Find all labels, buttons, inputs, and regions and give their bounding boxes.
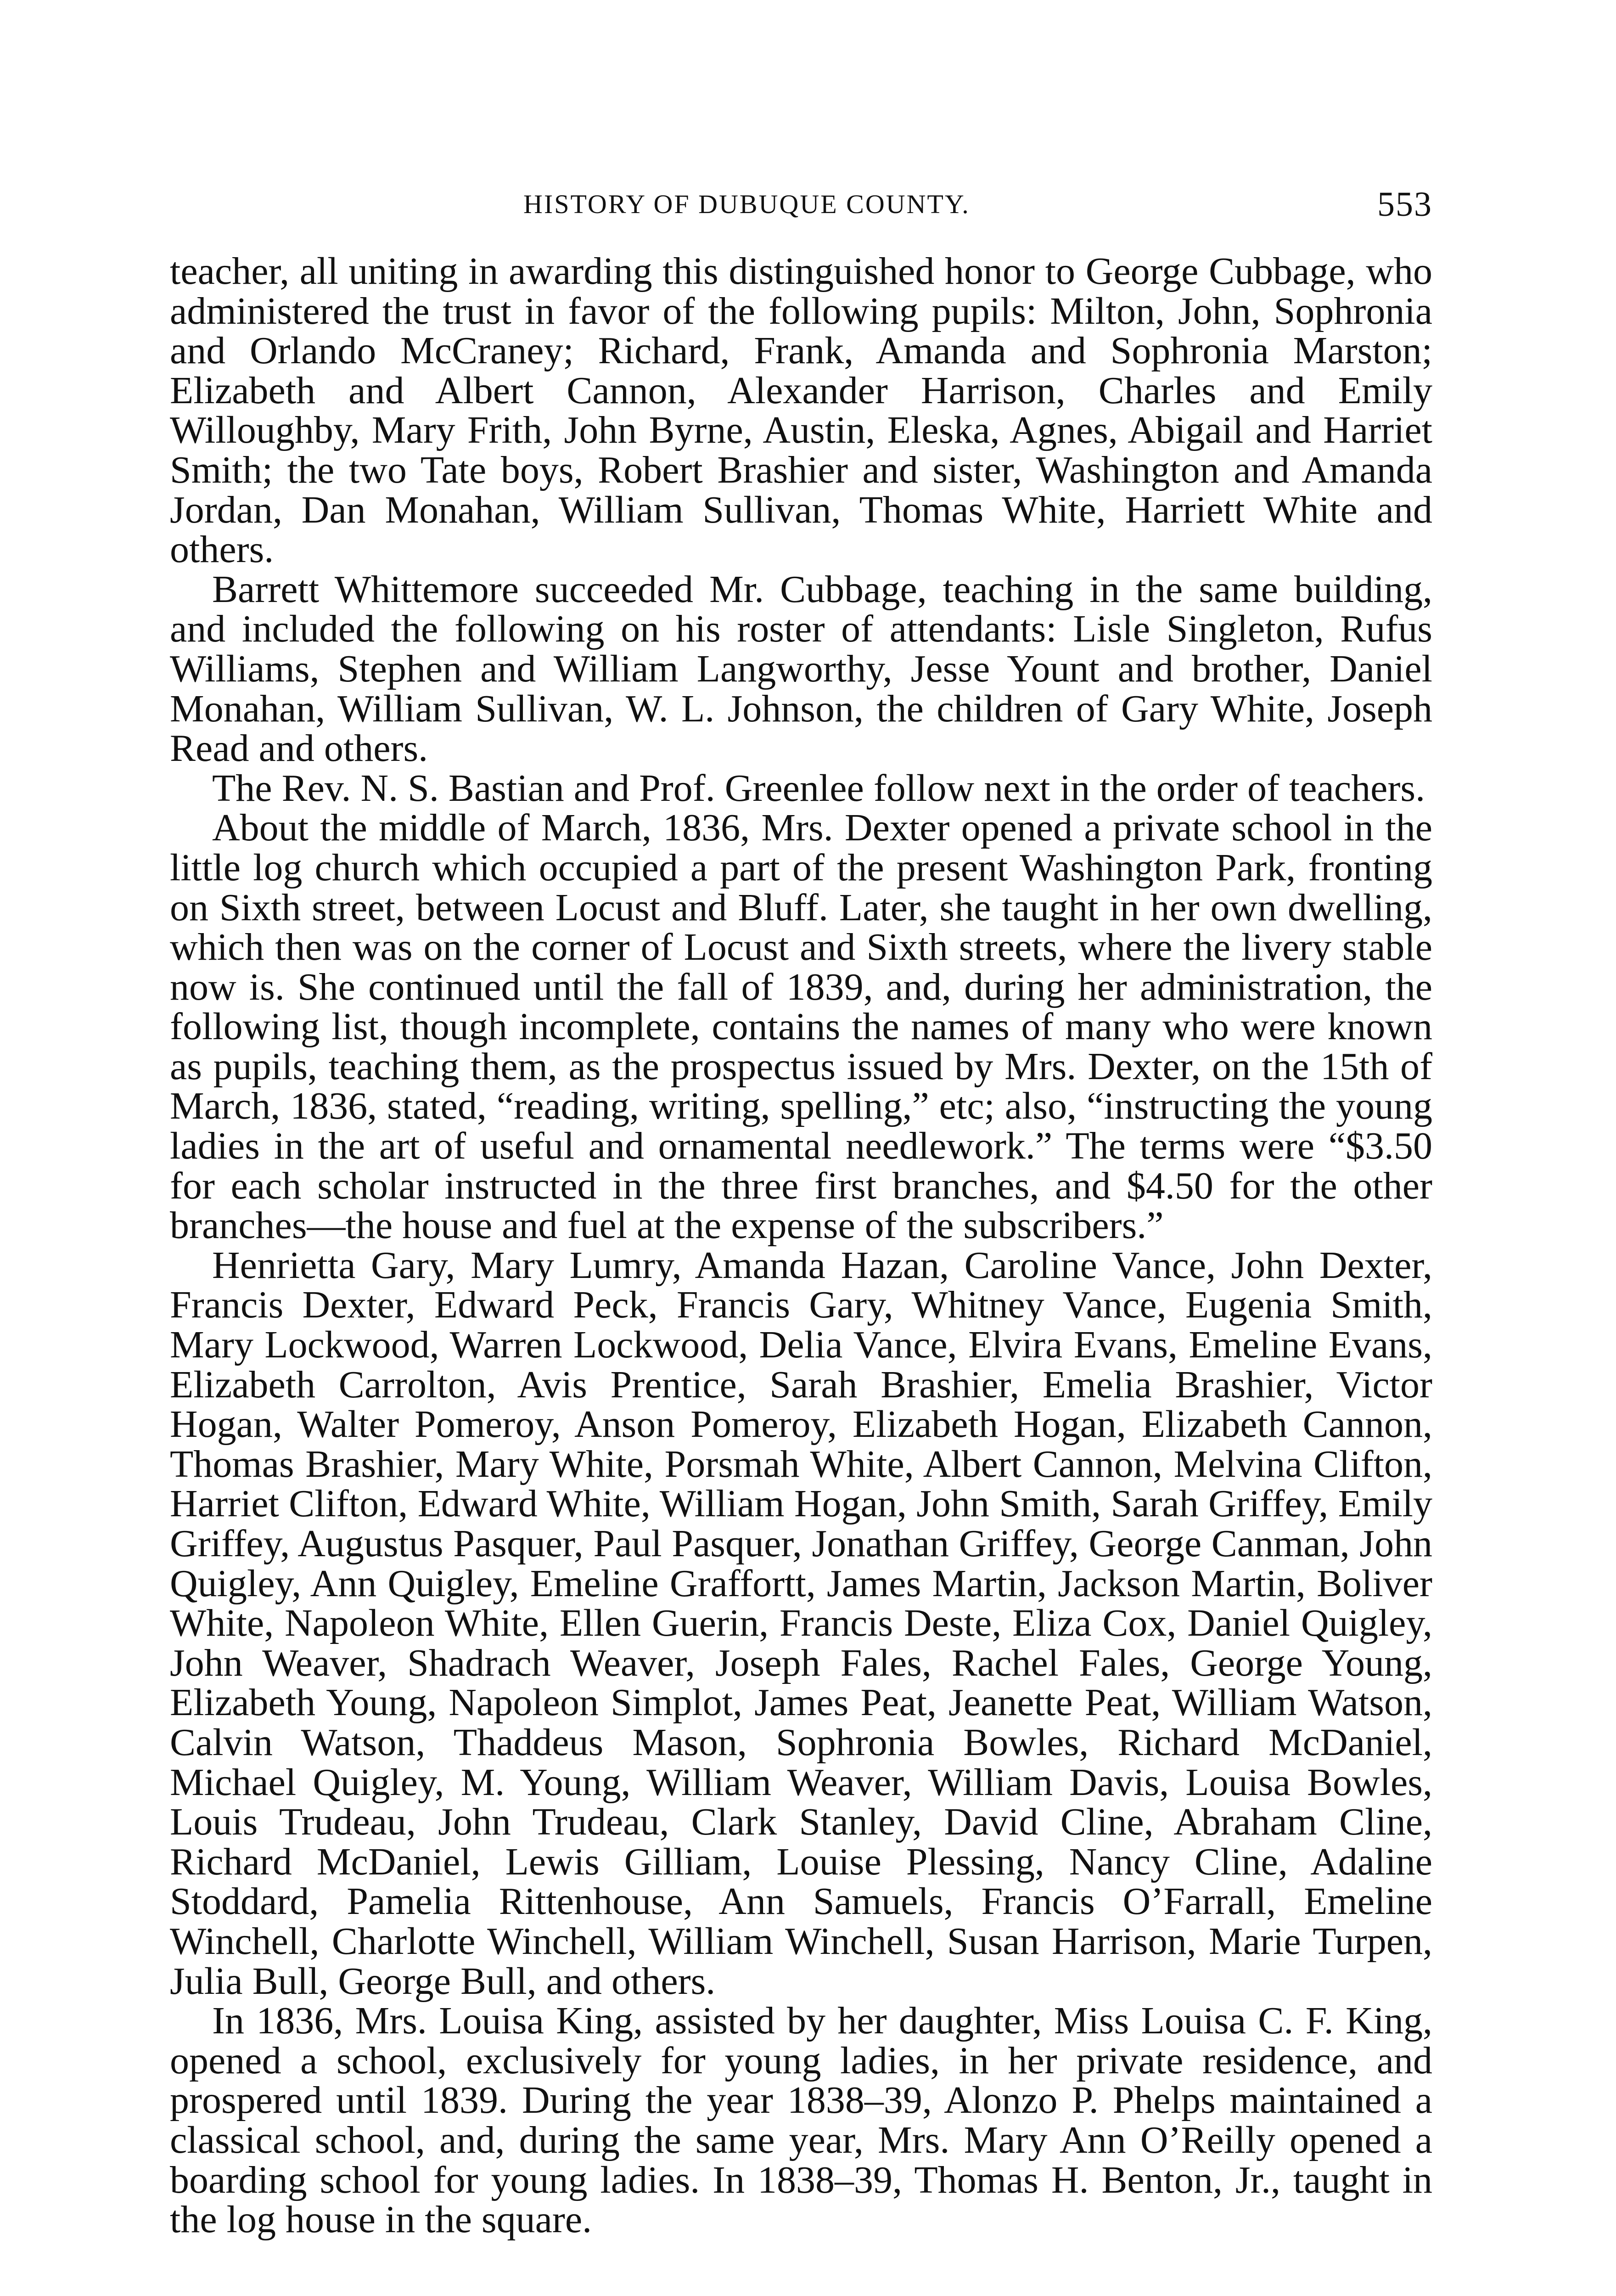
paragraph-bastian: The Rev. N. S. Bastian and Prof. Greenlee follow next in the order of teachers.	[212, 766, 1425, 810]
running-header	[500, 181, 1432, 227]
running-title: HISTORY OF DUBUQUE COUNTY.	[523, 189, 970, 219]
paragraph-dexter-school: About the middle of March, 1836, Mrs. Dexter opened a private school in the little log church which occupied a part of the present Washington Park, fronting on Sixth street, between Locust and Bluff. Later, she taught in her own dwelling, which then was on the corner of Locust and Sixth streets, where the livery stable now is. She continued until the fall of 1839, and, during her administration, the following list, though incomplete, contains the names of many who were known as pupils, teaching them, as the prospectus issued by Mrs. Dexter, on the 15th of March, 1836, stated, “reading, writing, spelling,” etc; also, “instructing the young ladies in the art of useful and ornamental needlework.” The terms were “$3.50 for each scholar instructed in the three first branches, and $4.50 for the other branches—the house and fuel at the expense of the subscribers.”	[170, 806, 1432, 1247]
paragraph-king-school: In 1836, Mrs. Louisa King, assisted by her daughter, Miss Louisa C. F. King, opened a school, exclusively for young ladies, in her private residence, and prospered until 1839. During the year 1838–39, Alonzo P. Phelps maintained a classical school, and, during the same year, Mrs. Mary Ann O’Reilly opened a boarding school for young ladies. In 1838–39, Thomas H. Benton, Jr., taught in the log house in the square.	[170, 1999, 1432, 2241]
page-number: 553	[1377, 185, 1432, 224]
body-text	[170, 252, 1432, 2240]
paragraph-pupil-list: Henrietta Gary, Mary Lumry, Amanda Hazan, Caroline Vance, John Dexter, Francis Dexter, Edward Peck, Francis Gary, Whitney Vance, Eugenia Smith, Mary Lockwood, Warren Lockwood, Delia Vance, Elvira Evans, Emeline Evans, Elizabeth Carrolton, Avis Prentice, Sarah Brashier, Emelia Brashier, Victor Hogan, Walter Pomeroy, Anson Pomeroy, Elizabeth Hogan, Elizabeth Cannon, Thomas Brashier, Mary White, Porsmah White, Albert Cannon, Melvina Clifton, Harriet Clifton, Edward White, William Hogan, John Smith, Sarah Griffey, Emily Griffey, Augustus Pasquer, Paul Pasquer, Jonathan Griffey, George Canman, John Quigley, Ann Quigley, Emeline Graffortt, James Martin, Jackson Martin, Boliver White, Napoleon White, Ellen Guerin, Francis Deste, Eliza Cox, Daniel Quigley, John Weaver, Shadrach Weaver, Joseph Fales, Rachel Fales, George Young, Elizabeth Young, Napoleon Simplot, James Peat, Jeanette Peat, William Watson, Calvin Watson, Thaddeus Mason, Sophronia Bowles, Richard McDaniel, Michael Quigley, M. Young, William Weaver, William Davis, Louisa Bowles, Louis Trudeau, John Trudeau, Clark Stanley, David Cline, Abraham Cline, Richard McDaniel, Lewis Gilliam, Louise Plessing, Nancy Cline, Adaline Stoddard, Pamelia Rittenhouse, Ann Samuels, Francis O’Farrall, Emeline Winchell, Charlotte Winchell, William Winchell, Susan Harrison, Marie Turpen, Julia Bull, George Bull, and others.	[170, 1244, 1432, 2003]
paragraph-continuation: teacher, all uniting in awarding this distinguished honor to George Cubbage, who administered the trust in favor of the following pupils: Milton, John, Sophronia and Orlando McCraney; Richard, Frank, Amanda and Sophronia Marston; Elizabeth and Albert Cannon, Alexander Harrison, Charles and Emily Willoughby, Mary Frith, John Byrne, Austin, Eleska, Agnes, Abigail and Harriet Smith; the two Tate boys, Robert Brashier and sister, Washington and Amanda Jordan, Dan Monahan, William Sullivan, Thomas White, Harriett White and others.	[170, 250, 1432, 571]
paragraph-whittemore: Barrett Whittemore succeeded Mr. Cubbage, teaching in the same building, and included the following on his roster of attendants: Lisle Singleton, Rufus Williams, Stephen and William Langworthy, Jesse Yount and brother, Daniel Monahan, William Sullivan, W. L. Johnson, the children of Gary White, Joseph Read and others.	[170, 568, 1432, 770]
